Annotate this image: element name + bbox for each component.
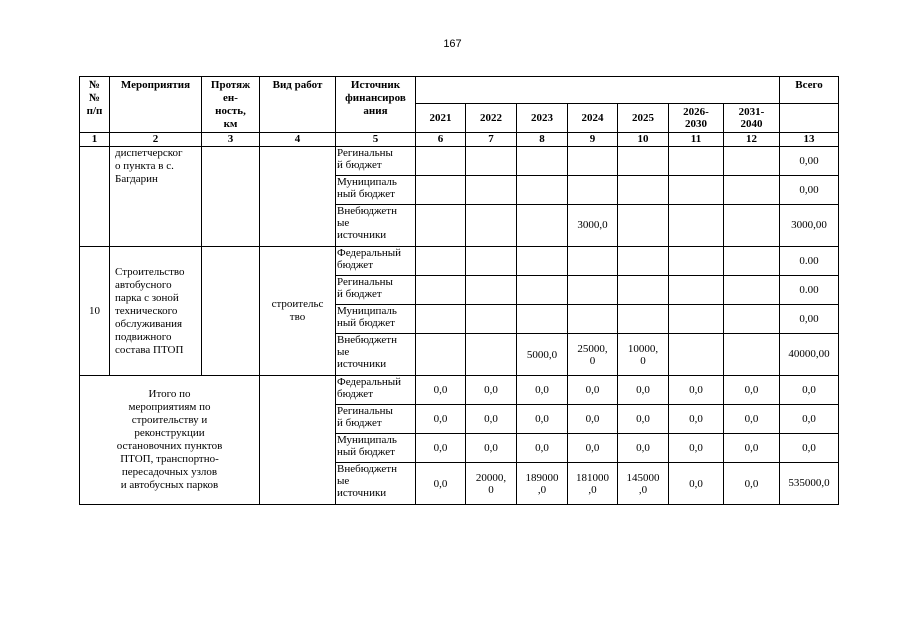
- header-length: Протяж ен- ность, км: [202, 77, 260, 133]
- total-cell: 0,0: [780, 405, 839, 434]
- value-cell: [618, 147, 669, 176]
- value-cell: 0,0: [517, 434, 568, 463]
- value-cell: [669, 147, 724, 176]
- source-cell: Регинальны й бюджет: [336, 276, 416, 305]
- value-cell: 145000 ,0: [618, 463, 669, 505]
- value-cell: [618, 205, 669, 247]
- value-cell: [466, 205, 517, 247]
- value-cell: 0,0: [416, 434, 466, 463]
- value-cell: [517, 176, 568, 205]
- value-cell: [466, 334, 517, 376]
- value-cell: [416, 176, 466, 205]
- event-cell: Строительство автобусного парка с зоной технического обслуживания подвижного состава ПТОП: [110, 247, 202, 376]
- column-number: 12: [724, 133, 780, 147]
- source-cell: Муниципаль ный бюджет: [336, 176, 416, 205]
- total-cell: 0,0: [780, 434, 839, 463]
- length-cell: [202, 247, 260, 376]
- value-cell: 0,0: [568, 376, 618, 405]
- value-cell: [724, 247, 780, 276]
- value-cell: [669, 247, 724, 276]
- length-cell: [202, 147, 260, 247]
- value-cell: [724, 334, 780, 376]
- header-total-empty: [780, 104, 839, 133]
- page-number: 167: [443, 38, 462, 50]
- year-cell: 2021: [416, 104, 466, 133]
- source-cell: Федеральный бюджет: [336, 376, 416, 405]
- source-cell: Внебюджетн ые источники: [336, 205, 416, 247]
- value-cell: 0,0: [724, 434, 780, 463]
- header-num: № № п/п: [80, 77, 110, 133]
- year-cell: 2025: [618, 104, 669, 133]
- value-cell: 189000 ,0: [517, 463, 568, 505]
- total-cell: 0,00: [780, 176, 839, 205]
- value-cell: [416, 247, 466, 276]
- value-cell: [466, 276, 517, 305]
- table-row: [80, 247, 839, 276]
- value-cell: 0,0: [618, 376, 669, 405]
- value-cell: 20000, 0: [466, 463, 517, 505]
- source-cell: Муниципаль ный бюджет: [336, 434, 416, 463]
- year-cell: 2024: [568, 104, 618, 133]
- total-cell: 0.00: [780, 247, 839, 276]
- value-cell: 0,0: [669, 376, 724, 405]
- value-cell: 0,0: [568, 434, 618, 463]
- header-events: Мероприятия: [110, 77, 202, 133]
- value-cell: [669, 176, 724, 205]
- value-cell: [618, 176, 669, 205]
- column-number: 4: [260, 133, 336, 147]
- column-number: 3: [202, 133, 260, 147]
- value-cell: [517, 305, 568, 334]
- value-cell: [618, 276, 669, 305]
- table-row: [80, 147, 839, 176]
- year-cell: 2031- 2040: [724, 104, 780, 133]
- value-cell: [618, 305, 669, 334]
- work-type-cell: [260, 147, 336, 247]
- header-total: Всего: [780, 77, 839, 104]
- totals-label: Итого по мероприятиям по строительству и реконструкции остановочних пунктов ПТОП, транспортно- пересадочных узлов и автобусных парков: [80, 376, 260, 505]
- source-cell: Муниципаль ный бюджет: [336, 305, 416, 334]
- value-cell: [724, 205, 780, 247]
- year-cell: 2026- 2030: [669, 104, 724, 133]
- value-cell: [466, 247, 517, 276]
- source-cell: Регинальны й бюджет: [336, 147, 416, 176]
- value-cell: [517, 205, 568, 247]
- column-number: 8: [517, 133, 568, 147]
- value-cell: [669, 205, 724, 247]
- value-cell: 0,0: [416, 405, 466, 434]
- value-cell: 0,0: [669, 463, 724, 505]
- column-number: 5: [336, 133, 416, 147]
- value-cell: 25000, 0: [568, 334, 618, 376]
- value-cell: 0,0: [517, 405, 568, 434]
- total-cell: 0,00: [780, 147, 839, 176]
- column-numbers-row: [80, 133, 839, 147]
- total-cell: 0,0: [780, 376, 839, 405]
- value-cell: 0,0: [724, 376, 780, 405]
- value-cell: [466, 147, 517, 176]
- year-cell: 2023: [517, 104, 568, 133]
- event-cell: диспетчерског о пункта в с. Багдарин: [110, 147, 202, 247]
- value-cell: [568, 305, 618, 334]
- year-cell: 2022: [466, 104, 517, 133]
- value-cell: [669, 305, 724, 334]
- value-cell: [724, 176, 780, 205]
- value-cell: [618, 247, 669, 276]
- table-row: [80, 376, 839, 405]
- value-cell: 5000,0: [517, 334, 568, 376]
- source-cell: Федеральный бюджет: [336, 247, 416, 276]
- column-number: 6: [416, 133, 466, 147]
- source-cell: Внебюджетн ые источники: [336, 334, 416, 376]
- value-cell: 0,0: [724, 405, 780, 434]
- financing-table: [79, 76, 839, 505]
- column-number: 1: [80, 133, 110, 147]
- value-cell: 0,0: [416, 376, 466, 405]
- value-cell: [724, 276, 780, 305]
- value-cell: [517, 147, 568, 176]
- value-cell: [724, 305, 780, 334]
- header-row: [80, 77, 839, 104]
- row-number-cell: [80, 147, 110, 247]
- column-number: 11: [669, 133, 724, 147]
- value-cell: 0,0: [618, 405, 669, 434]
- value-cell: 0,0: [669, 434, 724, 463]
- value-cell: [466, 176, 517, 205]
- total-cell: 535000,0: [780, 463, 839, 505]
- value-cell: 0,0: [517, 376, 568, 405]
- value-cell: 3000,0: [568, 205, 618, 247]
- column-number: 9: [568, 133, 618, 147]
- total-cell: 0,00: [780, 305, 839, 334]
- value-cell: 0,0: [466, 405, 517, 434]
- value-cell: [568, 147, 618, 176]
- header-work-type: Вид работ: [260, 77, 336, 133]
- value-cell: 10000, 0: [618, 334, 669, 376]
- value-cell: [416, 276, 466, 305]
- value-cell: [416, 334, 466, 376]
- value-cell: [669, 334, 724, 376]
- header-source: Источник финансиров ания: [336, 77, 416, 133]
- value-cell: [416, 305, 466, 334]
- total-cell: 3000,00: [780, 205, 839, 247]
- total-cell: 40000,00: [780, 334, 839, 376]
- value-cell: [568, 247, 618, 276]
- value-cell: [517, 276, 568, 305]
- value-cell: [416, 205, 466, 247]
- work-type-cell: [260, 376, 336, 505]
- column-number: 2: [110, 133, 202, 147]
- header-years-band: [416, 77, 780, 104]
- total-cell: 0.00: [780, 276, 839, 305]
- value-cell: [466, 305, 517, 334]
- column-number: 7: [466, 133, 517, 147]
- value-cell: 0,0: [466, 434, 517, 463]
- value-cell: 181000 ,0: [568, 463, 618, 505]
- value-cell: 0,0: [724, 463, 780, 505]
- value-cell: 0,0: [416, 463, 466, 505]
- work-type-cell: строительс тво: [260, 247, 336, 376]
- value-cell: [416, 147, 466, 176]
- column-number: 10: [618, 133, 669, 147]
- value-cell: [517, 247, 568, 276]
- value-cell: [724, 147, 780, 176]
- column-number: 13: [780, 133, 839, 147]
- value-cell: 0,0: [568, 405, 618, 434]
- value-cell: [669, 276, 724, 305]
- value-cell: [568, 176, 618, 205]
- value-cell: 0,0: [669, 405, 724, 434]
- value-cell: 0,0: [618, 434, 669, 463]
- value-cell: [568, 276, 618, 305]
- source-cell: Внебюджетн ые источники: [336, 463, 416, 505]
- value-cell: 0,0: [466, 376, 517, 405]
- source-cell: Регинальны й бюджет: [336, 405, 416, 434]
- row-number-cell: 10: [80, 247, 110, 376]
